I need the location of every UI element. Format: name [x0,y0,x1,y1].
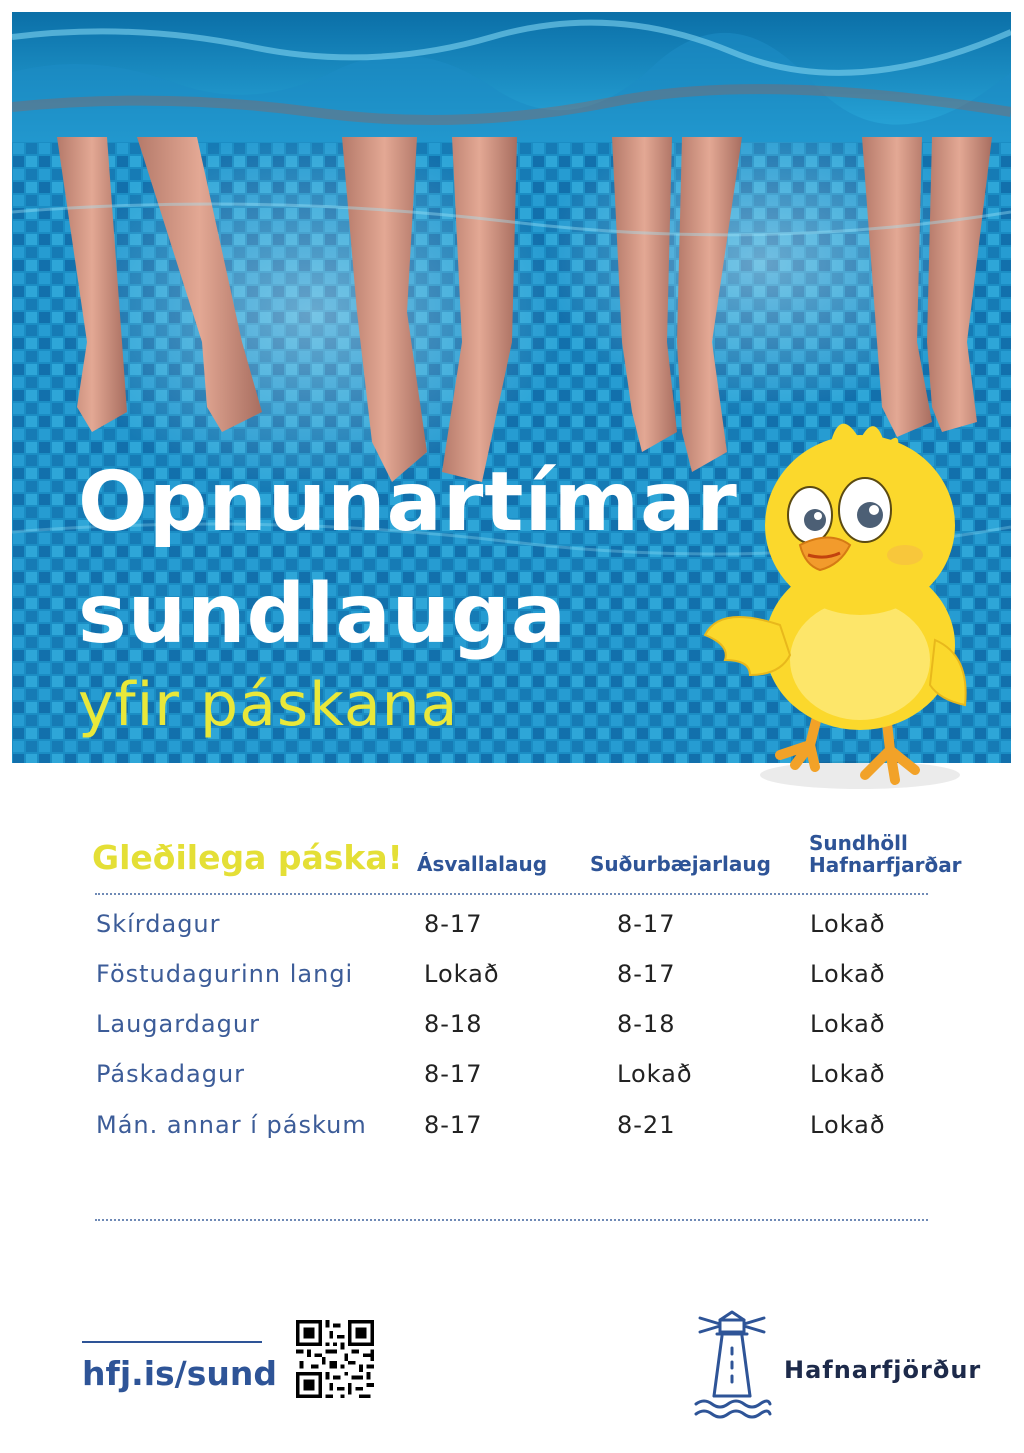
title-line-2: sundlauga [78,567,568,662]
table-divider-bottom [95,1219,928,1221]
hours-asvallalaug: Lokað [424,960,500,988]
lighthouse-icon [692,1308,772,1420]
column-header-sundholl-line2: Hafnarfjarðar [809,853,962,877]
column-header-asvallalaug: Ásvallalaug [417,852,548,876]
day-label: Mán. annar í páskum [96,1111,367,1139]
hours-sudurbaejarlaug: Lokað [617,1060,693,1088]
hours-sudurbaejarlaug: 8-17 [617,960,676,988]
hours-asvallalaug: 8-17 [424,1111,483,1139]
table-row [96,1010,976,1050]
day-label: Skírdagur [96,910,221,938]
day-label: Laugardagur [96,1010,260,1038]
hours-sundholl: Lokað [810,1111,886,1139]
title-line-1: Opnunartímar [78,455,738,550]
table-divider-top [95,893,928,895]
easter-greeting: Gleðilega páska! [92,838,403,877]
hours-sudurbaejarlaug: 8-18 [617,1010,676,1038]
hours-sundholl: Lokað [810,1060,886,1088]
hours-sudurbaejarlaug: 8-17 [617,910,676,938]
hours-sundholl: Lokað [810,1010,886,1038]
title-line-3: yfir páskana [78,670,459,740]
hours-asvallalaug: 8-17 [424,1060,483,1088]
hours-asvallalaug: 8-17 [424,910,483,938]
table-row [96,1111,976,1151]
day-label: Föstudagurinn langi [96,960,354,988]
qr-code-icon[interactable] [296,1320,374,1398]
table-row [96,960,976,1000]
column-header-sundholl-line1: Sundhöll [809,831,908,855]
day-label: Páskadagur [96,1060,246,1088]
table-row [96,1060,976,1100]
hours-asvallalaug: 8-18 [424,1010,483,1038]
hours-sundholl: Lokað [810,960,886,988]
column-header-sudurbaejarlaug: Suðurbæjarlaug [590,852,771,876]
website-link[interactable]: hfj.is/sund [82,1354,277,1393]
url-underline [82,1341,262,1343]
column-header-sundholl [809,832,962,876]
table-row [96,910,976,950]
chick-mascot-icon [700,405,980,795]
municipality-name: Hafnarfjörður [784,1356,982,1384]
hours-sudurbaejarlaug: 8-21 [617,1111,676,1139]
hours-sundholl: Lokað [810,910,886,938]
